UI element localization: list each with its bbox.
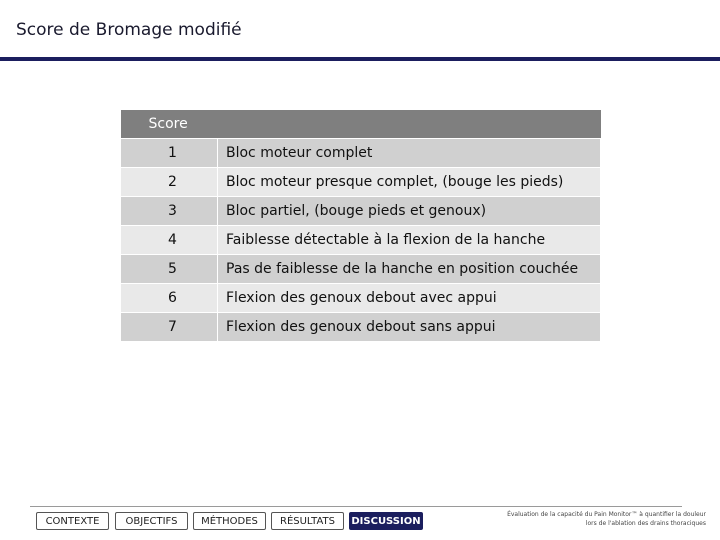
score-description: Pas de faiblesse de la hanche en position couchée: [218, 255, 601, 284]
table-row: [121, 313, 601, 342]
nav-objectifs-button[interactable]: OBJECTIFS: [115, 512, 188, 530]
score-value: 1: [121, 139, 218, 168]
score-value: 3: [121, 197, 218, 226]
table-row: [121, 284, 601, 313]
title-divider: [0, 57, 720, 61]
footer-divider: [30, 506, 682, 507]
table-header-score: Score: [121, 110, 601, 139]
nav-methodes-button[interactable]: MÉTHODES: [193, 512, 266, 530]
nav-contexte-button[interactable]: CONTEXTE: [36, 512, 109, 530]
score-description: Bloc moteur presque complet, (bouge les pieds): [218, 168, 601, 197]
table-row: [121, 255, 601, 284]
table-row: [121, 226, 601, 255]
score-description: Bloc partiel, (bouge pieds et genoux): [218, 197, 601, 226]
table-row: [121, 197, 601, 226]
score-value: 5: [121, 255, 218, 284]
bromage-score-table: [120, 110, 601, 342]
score-value: 4: [121, 226, 218, 255]
score-description: Faiblesse détectable à la flexion de la hanche: [218, 226, 601, 255]
score-value: 2: [121, 168, 218, 197]
table-row: [121, 139, 601, 168]
score-value: 6: [121, 284, 218, 313]
score-description: Flexion des genoux debout avec appui: [218, 284, 601, 313]
nav-resultats-button[interactable]: RÉSULTATS: [271, 512, 344, 530]
score-description: Flexion des genoux debout sans appui: [218, 313, 601, 342]
footer-note: [506, 510, 706, 528]
footer-note-line2: lors de l'ablation des drains thoraciques: [585, 520, 706, 527]
table-row: [121, 168, 601, 197]
score-value: 7: [121, 313, 218, 342]
score-description: Bloc moteur complet: [218, 139, 601, 168]
footer-note-line1: Évaluation de la capacité du Pain Monitor™ à quantifier la douleur: [507, 511, 706, 518]
slide-title: Score de Bromage modifié: [16, 20, 242, 40]
nav-discussion-button[interactable]: DISCUSSION: [349, 512, 423, 530]
